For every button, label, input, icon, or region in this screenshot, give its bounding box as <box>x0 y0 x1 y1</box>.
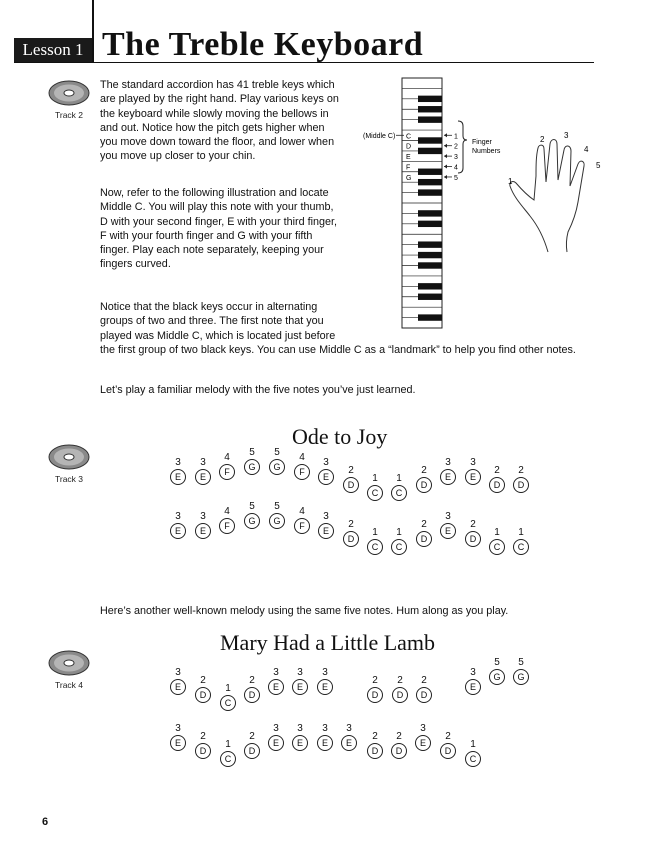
note <box>367 676 383 703</box>
key-letter-d: D <box>406 143 412 151</box>
note-letter: D <box>465 531 481 547</box>
note-letter: C <box>367 485 383 501</box>
black-key <box>418 294 442 300</box>
page-number: 6 <box>42 816 49 828</box>
key-letter-c: C <box>406 133 412 141</box>
note-finger-number: 1 <box>396 473 402 484</box>
track-3-cd[interactable] <box>46 444 92 484</box>
note-letter: E <box>170 523 186 539</box>
note <box>195 676 211 703</box>
black-key <box>418 262 442 268</box>
black-keys-paragraph: Notice that the black keys occur in alternating groups of two and three. The first note that you played was Middle C, which is located just before the first group of two black keys. You can use Middle C as a “landmark” to help you find other notes. <box>100 301 576 356</box>
note <box>391 474 407 501</box>
note-finger-number: 1 <box>225 739 231 750</box>
note-finger-number: 2 <box>249 731 255 742</box>
arrow-head <box>444 165 447 169</box>
note-finger-number: 3 <box>273 667 279 678</box>
arrow-head <box>444 154 447 158</box>
black-key <box>418 179 442 185</box>
note-finger-number: 5 <box>274 501 280 512</box>
note-letter: D <box>392 687 408 703</box>
arrow-head <box>444 133 447 137</box>
finger-numbers-label <box>472 139 501 155</box>
black-key <box>418 189 442 195</box>
note <box>440 458 456 485</box>
note-finger-number: 5 <box>494 657 500 668</box>
note <box>513 658 529 685</box>
note-letter: G <box>513 669 529 685</box>
note <box>220 740 236 767</box>
note-letter: E <box>170 469 186 485</box>
note-finger-number: 3 <box>175 667 181 678</box>
note <box>292 668 308 695</box>
note-finger-number: 2 <box>445 731 451 742</box>
note <box>416 520 432 547</box>
note-letter: F <box>219 464 235 480</box>
mary-intro-paragraph: Here’s another well-known melody using the same five notes. Hum along as you play. <box>100 605 509 617</box>
note-finger-number: 2 <box>470 519 476 530</box>
black-key <box>418 221 442 227</box>
note-finger-number: 3 <box>323 457 329 468</box>
note-letter: C <box>220 695 236 711</box>
note-finger-number: 2 <box>518 465 524 476</box>
note-letter: C <box>513 539 529 555</box>
note <box>415 724 431 751</box>
note <box>317 724 333 751</box>
note <box>317 668 333 695</box>
note-letter: D <box>244 743 260 759</box>
note-finger-number: 2 <box>372 731 378 742</box>
note-finger-number: 2 <box>396 731 402 742</box>
note-letter: D <box>367 743 383 759</box>
note-letter: E <box>465 679 481 695</box>
note-letter: E <box>440 523 456 539</box>
black-key <box>418 210 442 216</box>
note <box>244 732 260 759</box>
note <box>465 458 481 485</box>
note-letter: D <box>489 477 505 493</box>
note-finger-number: 3 <box>175 723 181 734</box>
note <box>391 732 407 759</box>
key-finger-number: 2 <box>454 143 458 151</box>
note <box>513 466 529 493</box>
note <box>219 453 235 480</box>
note <box>195 732 211 759</box>
note-letter: D <box>343 531 359 547</box>
note-letter: D <box>343 477 359 493</box>
note-finger-number: 3 <box>200 457 206 468</box>
note-letter: D <box>416 687 432 703</box>
note-finger-number: 3 <box>323 511 329 522</box>
note <box>343 520 359 547</box>
hand-finger-number: 4 <box>584 145 589 154</box>
note-finger-number: 3 <box>445 511 451 522</box>
track-label: Track 4 <box>54 680 84 690</box>
cd-icon <box>48 80 90 106</box>
hand-finger-number: 1 <box>508 177 513 186</box>
note <box>244 448 260 475</box>
note-finger-number: 3 <box>470 457 476 468</box>
note <box>294 453 310 480</box>
note-letter: D <box>513 477 529 493</box>
hand-finger-number: 3 <box>564 131 569 140</box>
key-letter-g: G <box>406 174 412 182</box>
note-finger-number: 1 <box>372 527 378 538</box>
note <box>170 458 186 485</box>
black-key <box>418 106 442 112</box>
middle-c-label: (Middle C) <box>363 132 396 140</box>
note <box>244 502 260 529</box>
note-letter: E <box>415 735 431 751</box>
finger-numbers-label-line: Numbers <box>472 148 501 155</box>
note <box>367 528 383 555</box>
note <box>195 458 211 485</box>
note-finger-number: 3 <box>175 457 181 468</box>
note-finger-number: 1 <box>396 527 402 538</box>
note <box>489 466 505 493</box>
note <box>440 732 456 759</box>
note-finger-number: 2 <box>494 465 500 476</box>
note-letter: C <box>367 539 383 555</box>
note-finger-number: 3 <box>420 723 426 734</box>
note <box>318 458 334 485</box>
note-letter: C <box>465 751 481 767</box>
key-finger-number: 1 <box>454 133 458 141</box>
key-letter-f: F <box>406 164 411 172</box>
note-letter: E <box>318 469 334 485</box>
note-finger-number: 4 <box>224 506 230 517</box>
hand-outline <box>510 140 584 253</box>
note <box>220 684 236 711</box>
note <box>318 512 334 539</box>
note-letter: E <box>195 469 211 485</box>
note-letter: E <box>440 469 456 485</box>
note-letter: G <box>269 513 285 529</box>
note-letter: G <box>489 669 505 685</box>
note <box>170 668 186 695</box>
note-finger-number: 3 <box>346 723 352 734</box>
note-finger-number: 2 <box>249 675 255 686</box>
note <box>170 724 186 751</box>
note-letter: D <box>416 477 432 493</box>
note-finger-number: 3 <box>273 723 279 734</box>
note-finger-number: 2 <box>421 519 427 530</box>
note-letter: E <box>317 679 333 695</box>
black-key <box>418 169 442 175</box>
note-letter: G <box>244 459 260 475</box>
note <box>341 724 357 751</box>
note-finger-number: 3 <box>322 723 328 734</box>
cd-icon <box>48 444 90 470</box>
note <box>367 732 383 759</box>
note-letter: E <box>465 469 481 485</box>
intro-paragraph: The standard accordion has 41 treble keys which are played by the right hand. Play various keys on the keyboard while slowly moving the bellows in and out. Notice how the pitch gets higher when you move down toward the floor, and lower when you move up closer to your chin. <box>100 79 339 163</box>
key-finger-number: 3 <box>454 154 458 162</box>
note-letter: D <box>195 743 211 759</box>
note-finger-number: 5 <box>518 657 524 668</box>
finger-paragraph: Now, refer to the following illustration and locate Middle C. You will play this note with your thumb, D with your second finger, E with your third finger, F with your fourth finger and G with your fifth finger. Play each note separately, keeping your fingers curved. <box>100 187 338 271</box>
black-key <box>418 148 442 154</box>
note-letter: D <box>367 687 383 703</box>
note-letter: E <box>292 735 308 751</box>
song-title-mary-had-a-little-lamb: Mary Had a Little Lamb <box>220 630 436 655</box>
track-label: Track 3 <box>54 474 84 484</box>
note <box>170 512 186 539</box>
note <box>219 507 235 534</box>
note-letter: E <box>195 523 211 539</box>
black-key <box>418 241 442 247</box>
note-finger-number: 5 <box>249 501 255 512</box>
note-finger-number: 4 <box>299 506 305 517</box>
note-letter: D <box>416 531 432 547</box>
hand-finger-number: 5 <box>596 161 601 170</box>
note <box>268 724 284 751</box>
note-finger-number: 3 <box>445 457 451 468</box>
note-letter: D <box>391 743 407 759</box>
note-finger-number: 1 <box>470 739 476 750</box>
note-finger-number: 2 <box>421 675 427 686</box>
finger-bracket <box>458 121 467 173</box>
hand-illustration <box>500 128 610 258</box>
note <box>343 466 359 493</box>
note-letter: C <box>220 751 236 767</box>
note-finger-number: 3 <box>470 667 476 678</box>
note-letter: G <box>269 459 285 475</box>
note-letter: E <box>170 679 186 695</box>
black-key <box>418 96 442 102</box>
note <box>392 676 408 703</box>
page-title: The Treble Keyboard <box>102 26 424 63</box>
note-letter: E <box>341 735 357 751</box>
song-title-ode-to-joy: Ode to Joy <box>292 424 388 449</box>
note <box>489 658 505 685</box>
note-finger-number: 1 <box>225 683 231 694</box>
note-letter: C <box>391 485 407 501</box>
black-key <box>418 314 442 320</box>
note-finger-number: 2 <box>200 675 206 686</box>
note-letter: F <box>294 518 310 534</box>
note-finger-number: 2 <box>372 675 378 686</box>
note <box>391 528 407 555</box>
note-finger-number: 2 <box>200 731 206 742</box>
key-finger-number: 5 <box>454 174 458 182</box>
note <box>294 507 310 534</box>
note <box>269 502 285 529</box>
note <box>440 512 456 539</box>
note <box>416 676 432 703</box>
note-letter: E <box>268 679 284 695</box>
black-key <box>418 137 442 143</box>
note-letter: D <box>440 743 456 759</box>
note-letter: G <box>244 513 260 529</box>
note-letter: E <box>268 735 284 751</box>
note <box>513 528 529 555</box>
note <box>292 724 308 751</box>
melody-intro-paragraph: Let’s play a familiar melody with the five notes you’ve just learned. <box>100 384 416 396</box>
note-letter: F <box>294 464 310 480</box>
cd-icon <box>48 650 90 676</box>
note <box>465 668 481 695</box>
note <box>489 528 505 555</box>
note-letter: E <box>317 735 333 751</box>
treble-keyboard-diagram <box>360 74 510 336</box>
track-2-cd[interactable] <box>46 80 92 120</box>
note-finger-number: 4 <box>224 452 230 463</box>
note-finger-number: 5 <box>274 447 280 458</box>
arrow-head <box>444 175 447 179</box>
header-rule-vertical <box>92 0 94 62</box>
note <box>465 740 481 767</box>
note <box>465 520 481 547</box>
note-letter: D <box>244 687 260 703</box>
black-key <box>418 116 442 122</box>
note <box>268 668 284 695</box>
note <box>269 448 285 475</box>
note <box>244 676 260 703</box>
hand-finger-number: 2 <box>540 135 545 144</box>
note-finger-number: 4 <box>299 452 305 463</box>
note-finger-number: 3 <box>297 723 303 734</box>
note-finger-number: 3 <box>175 511 181 522</box>
note-finger-number: 1 <box>518 527 524 538</box>
note-letter: E <box>292 679 308 695</box>
note-finger-number: 2 <box>421 465 427 476</box>
black-key <box>418 283 442 289</box>
note-letter: C <box>489 539 505 555</box>
lesson-tab: Lesson 1 <box>14 38 92 62</box>
note-finger-number: 5 <box>249 447 255 458</box>
finger-numbers-label-line: Finger <box>472 139 492 146</box>
note-letter: F <box>219 518 235 534</box>
note <box>367 474 383 501</box>
note-finger-number: 3 <box>322 667 328 678</box>
key-letter-e: E <box>406 154 411 162</box>
note-finger-number: 2 <box>397 675 403 686</box>
black-key <box>418 252 442 258</box>
key-finger-number: 4 <box>454 164 458 172</box>
note-finger-number: 2 <box>348 519 354 530</box>
note-letter: D <box>195 687 211 703</box>
note-letter: C <box>391 539 407 555</box>
note <box>195 512 211 539</box>
track-label: Track 2 <box>54 110 84 120</box>
note-finger-number: 3 <box>297 667 303 678</box>
arrow-head <box>444 144 447 148</box>
note-finger-number: 1 <box>372 473 378 484</box>
note-letter: E <box>318 523 334 539</box>
note-letter: E <box>170 735 186 751</box>
note-finger-number: 2 <box>348 465 354 476</box>
track-4-cd[interactable] <box>46 650 92 690</box>
note-finger-number: 3 <box>200 511 206 522</box>
note-finger-number: 1 <box>494 527 500 538</box>
note <box>416 466 432 493</box>
